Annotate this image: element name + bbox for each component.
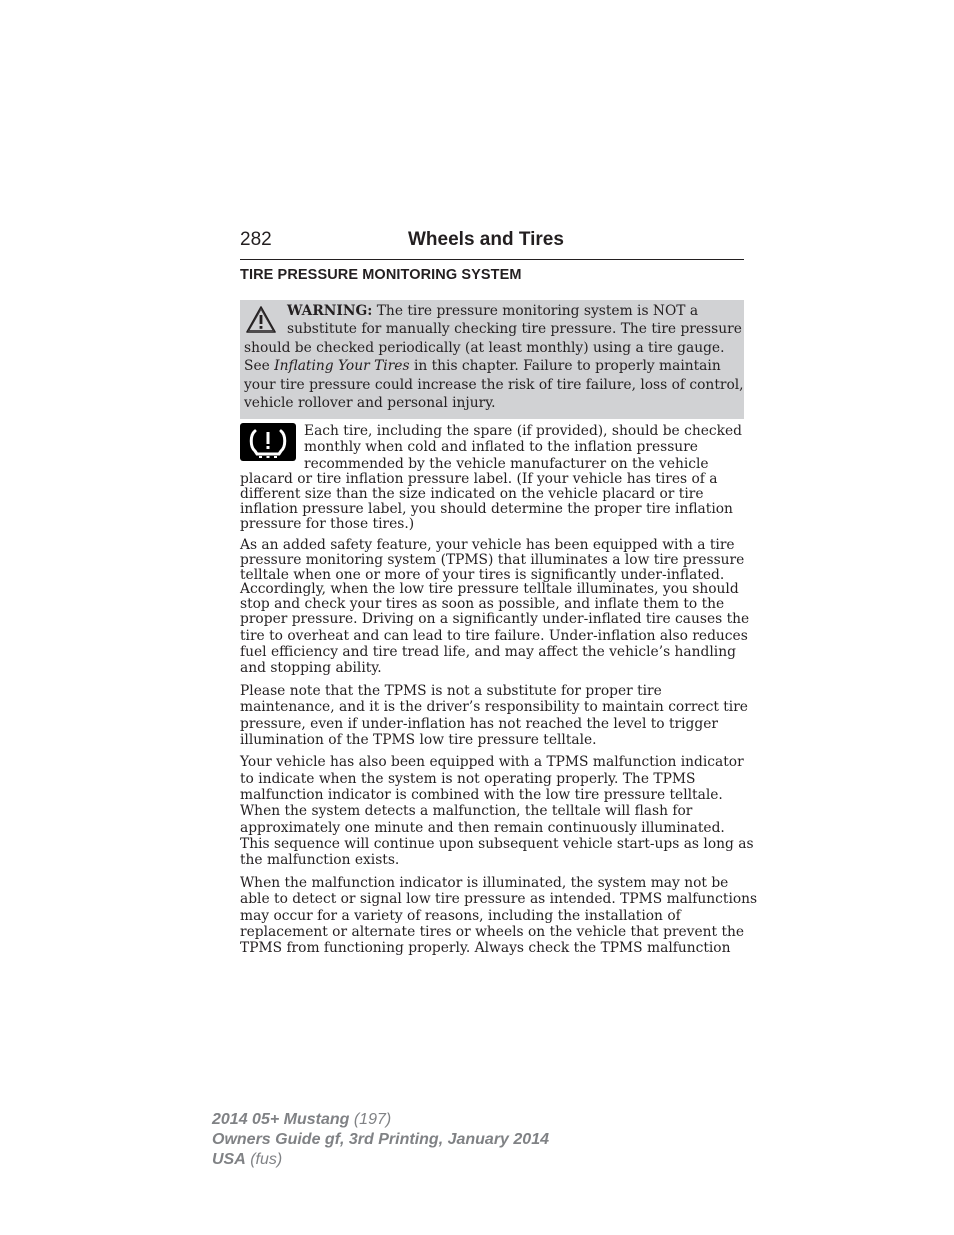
warning-line — [244, 357, 721, 375]
chapter-title: Wheels and Tires — [408, 229, 564, 250]
text-line: to indicate when the system is not operating properly. The TPMS — [240, 771, 696, 787]
text-line: the malfunction exists. — [240, 852, 400, 868]
text-line: pressure, even if under-inflation has not reached the level to trigger — [240, 716, 718, 732]
warning-line: vehicle rollover and personal injury. — [244, 395, 496, 411]
warning-line — [287, 302, 698, 320]
text-line: telltale when one or more of your tires is significantly under-inflated. — [240, 567, 725, 583]
text-line: fuel efficiency and tire tread life, and may affect the vehicle’s handling — [240, 644, 736, 660]
footer-model: 2014 05+ Mustang — [212, 1111, 350, 1128]
text-line: may occur for a variety of reasons, including the installation of — [240, 908, 681, 924]
warning-cross-reference: Inflating Your Tires — [274, 358, 410, 374]
text-line: Each tire, including the spare (if provided), should be checked — [304, 423, 742, 439]
text-line: pressure monitoring system (TPMS) that illuminates a low tire pressure — [240, 552, 745, 568]
text-line: approximately one minute and then remain continuously illuminated. — [240, 820, 725, 836]
text-line: pressure for those tires.) — [240, 516, 415, 532]
warning-line: your tire pressure could increase the risk of tire failure, loss of control, — [244, 377, 744, 393]
warning-text: in this chapter. Failure to properly maintain — [413, 358, 721, 374]
text-line: proper pressure. Driving on a significantly under-inflated tire causes the — [240, 611, 750, 627]
text-line: monthly when cold and inflated to the inflation pressure — [304, 439, 698, 455]
warning-triangle-icon — [245, 305, 277, 334]
page-number: 282 — [240, 229, 272, 250]
footer-market: USA — [212, 1151, 246, 1168]
text-line: Accordingly, when the low tire pressure telltale illuminates, you should — [240, 581, 739, 597]
warning-line: substitute for manually checking tire pressure. The tire pressure — [287, 321, 742, 337]
warning-label: WARNING: — [287, 303, 373, 319]
tire-pressure-warning-icon — [240, 423, 296, 461]
text-line: replacement or alternate tires or wheels on the vehicle that prevent the — [240, 924, 745, 940]
warning-see-text: See — [244, 358, 275, 374]
text-line: recommended by the vehicle manufacturer on the vehicle — [304, 456, 709, 472]
text-line: tire to overheat and can lead to tire failure. Under-inflation also reduces — [240, 628, 748, 644]
text-line: illumination of the TPMS low tire pressure telltale. — [240, 732, 597, 748]
footer-code: (197) — [349, 1111, 392, 1128]
footer-market-code: (fus) — [245, 1151, 283, 1168]
text-line: different size than the size indicated on the vehicle placard or tire — [240, 486, 704, 502]
text-line: When the malfunction indicator is illuminated, the system may not be — [240, 875, 729, 891]
warning-box — [240, 300, 744, 419]
text-line: placard or tire inflation pressure label. (If your vehicle has tires of a — [240, 471, 718, 487]
text-line: inflation pressure label, you should determine the proper tire inflation — [240, 501, 733, 517]
text-line: This sequence will continue upon subsequent vehicle start-ups as long as — [240, 836, 754, 852]
text-line: As an added safety feature, your vehicle has been equipped with a tire — [240, 537, 735, 553]
text-line: malfunction indicator is combined with the low tire pressure telltale. — [240, 787, 723, 803]
section-title: TIRE PRESSURE MONITORING SYSTEM — [240, 267, 522, 283]
text-line: TPMS from functioning properly. Always check the TPMS malfunction — [240, 940, 731, 956]
text-line: stop and check your tires as soon as possible, and inflate them to the — [240, 596, 725, 612]
text-line: able to detect or signal low tire pressure as intended. TPMS malfunctions — [240, 891, 758, 907]
footer-line — [212, 1150, 549, 1170]
text-line: Please note that the TPMS is not a substitute for proper tire — [240, 683, 662, 699]
page-header — [240, 229, 744, 260]
text-line: When the system detects a malfunction, the telltale will flash for — [240, 803, 693, 819]
text-line: Your vehicle has also been equipped with a TPMS malfunction indicator — [240, 754, 744, 770]
page-footer — [212, 1110, 549, 1170]
footer-printing: Owners Guide gf, 3rd Printing, January 2014 — [212, 1131, 549, 1148]
text-line: and stopping ability. — [240, 660, 382, 676]
footer-line — [212, 1110, 549, 1130]
footer-line — [212, 1130, 549, 1150]
warning-line: should be checked periodically (at least monthly) using a tire gauge. — [244, 340, 725, 356]
text-line: maintenance, and it is the driver’s responsibility to maintain correct tire — [240, 699, 748, 715]
warning-text: The tire pressure monitoring system is NOT a — [372, 303, 699, 319]
